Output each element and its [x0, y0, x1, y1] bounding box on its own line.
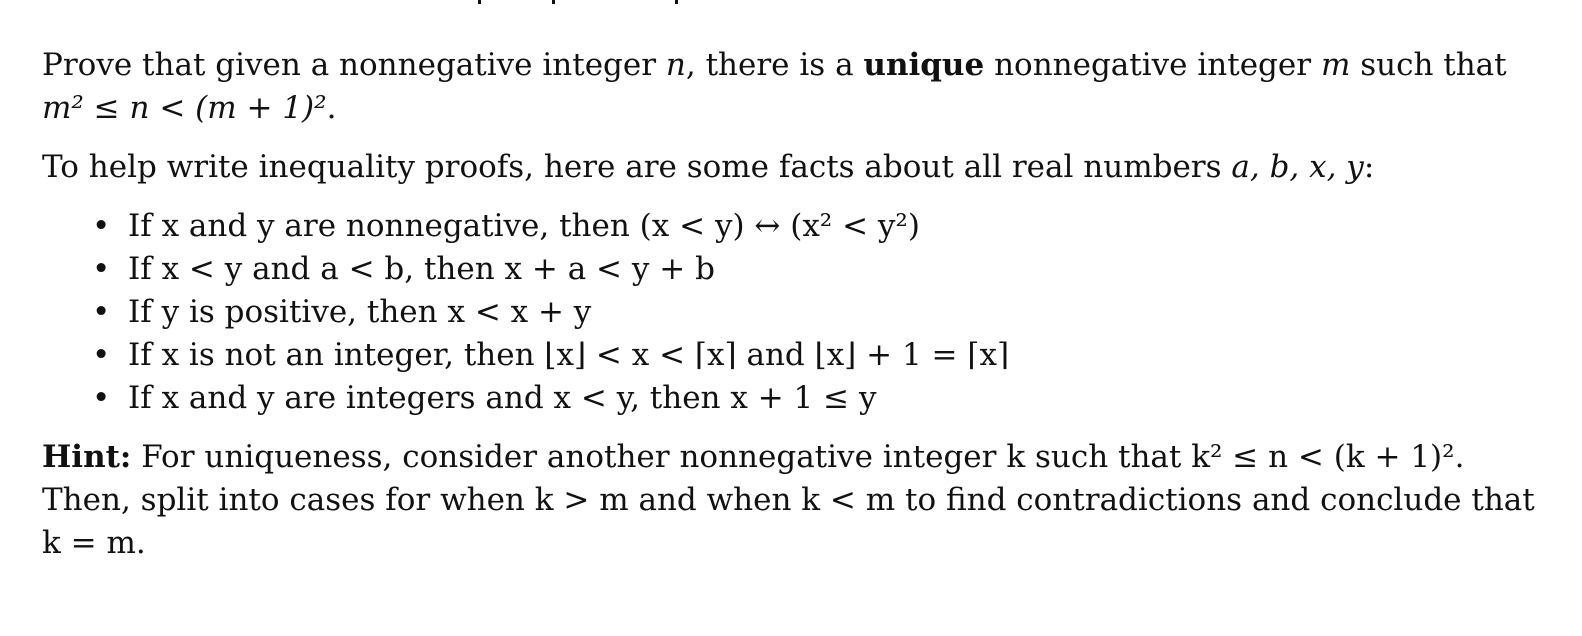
facts-intro-text: To help write inequality proofs, here are some facts about all real numbers [42, 149, 1222, 185]
var-m: m [1320, 47, 1351, 83]
facts-intro-vars: a, b, x, y [1231, 149, 1364, 185]
facts-intro-end: : [1363, 149, 1375, 185]
facts-intro [42, 146, 1542, 189]
cropped-bracket-marks [470, 0, 690, 4]
fact-text: If x < y and a < b, then x + a < y + b [128, 251, 715, 287]
fact-item [92, 334, 1542, 377]
facts-list [42, 205, 1542, 420]
fact-text: If x and y are integers and x < y, then x + 1 ≤ y [128, 380, 877, 416]
statement-mid1: , there is a [685, 47, 854, 83]
problem-document [42, 44, 1542, 565]
fact-item [92, 291, 1542, 334]
unique-emphasis: unique [863, 47, 985, 83]
fact-text: If x is not an integer, then ⌊x⌋ < x < ⌈x⌉ and ⌊x⌋ + 1 = ⌈x⌉ [128, 337, 1010, 373]
fact-text: If y is positive, then x < x + y [128, 294, 592, 330]
hint-label: Hint: [42, 439, 132, 475]
problem-statement [42, 44, 1542, 130]
var-n: n [665, 47, 686, 83]
statement-suffix: such that [1360, 47, 1507, 83]
hint-line1: For uniqueness, consider another nonnegative integer k such that k² ≤ n < (k + 1)². [141, 439, 1465, 475]
fact-item [92, 248, 1542, 291]
condition-end: . [326, 90, 337, 126]
hint-line2: Then, split into cases for when k > m and when k < m to find contradictions and conclude that k = m. [42, 482, 1535, 561]
fact-item [92, 205, 1542, 248]
fact-item [92, 377, 1542, 420]
fact-text: If x and y are nonnegative, then (x < y) ↔ (x² < y²) [128, 208, 920, 244]
statement-prefix: Prove that given a nonnegative integer [42, 47, 657, 83]
hint-paragraph [42, 436, 1542, 565]
condition-math: m² ≤ n < (m + 1)² [42, 90, 327, 126]
statement-mid2: nonnegative integer [994, 47, 1312, 83]
